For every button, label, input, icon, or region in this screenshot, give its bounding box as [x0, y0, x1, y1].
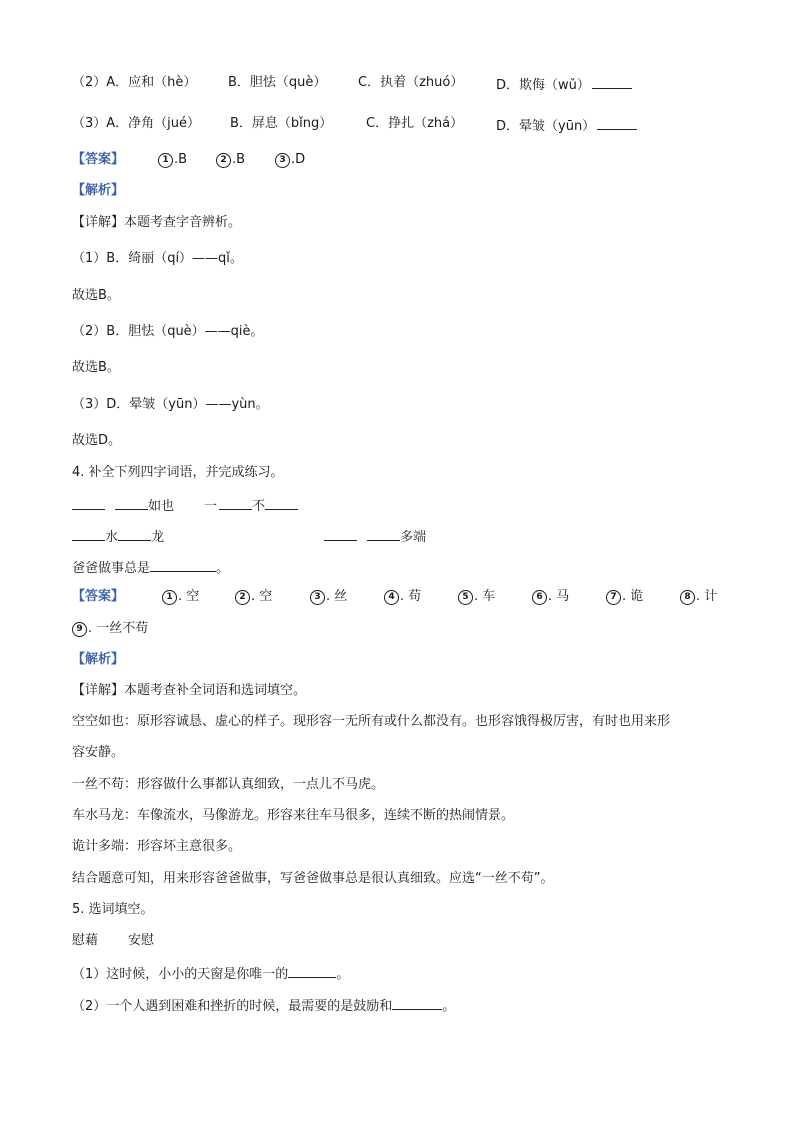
- q4-answer-2: [235, 588, 272, 606]
- q4-paragraph-2: 一丝不苟：形容做什么事都认真细致，一点儿不马虎。: [72, 777, 385, 792]
- q4-answer-7: [606, 588, 643, 606]
- answer-text: . 苟: [400, 589, 422, 604]
- q3-row2-option-c: C．执着（zhuó）: [358, 75, 464, 90]
- answer-blank[interactable]: [72, 526, 105, 541]
- q5-sentence-2: [72, 995, 455, 1016]
- q4-answer-label: 【答案】: [72, 589, 125, 604]
- q3-answer-3: [275, 151, 305, 169]
- answer-text: . 马: [548, 589, 570, 604]
- circled-number: 5: [458, 590, 473, 605]
- circled-number: 1: [162, 590, 177, 605]
- q3-row2-option-d: [496, 74, 632, 95]
- q4-word-4-end: 多端: [400, 530, 427, 545]
- circled-number: 9: [72, 622, 87, 637]
- q5-sentence-1: [72, 963, 349, 984]
- answer-blank[interactable]: [392, 995, 442, 1010]
- answer-text: . 计: [696, 589, 718, 604]
- q4-detail: 【详解】本题考查补全词语和选词填空。: [72, 683, 307, 698]
- q4-sentence: [72, 557, 229, 578]
- answer-text: . 车: [474, 589, 496, 604]
- q5-sentence-1-text: （1）这时候，小小的天窗是你唯一的: [72, 967, 289, 982]
- answer-blank[interactable]: [219, 495, 252, 510]
- q4-paragraph-3: 车水马龙：车像流水，马像游龙。形容来往车马很多，连续不断的热闹情景。: [72, 808, 515, 823]
- answer-blank[interactable]: [288, 963, 336, 978]
- q5-word-2: 安慰: [128, 933, 155, 948]
- answer-text: .D: [291, 152, 306, 167]
- q5-sentence-2-text: （2）一个人遇到困难和挫折的时候，最需要的是鼓励和: [72, 999, 393, 1014]
- answer-text: .B: [232, 152, 246, 167]
- q3-answer-2: [216, 151, 245, 169]
- q4-answer-6: [532, 588, 569, 606]
- answer-blank[interactable]: [118, 526, 151, 541]
- q4-word-1: [72, 495, 174, 516]
- q3-line-4: 故选B。: [72, 360, 120, 375]
- q4-answer-3: [310, 588, 347, 606]
- answer-text: . 空: [251, 589, 273, 604]
- circled-number: 3: [275, 153, 290, 168]
- q3-row3-option-b: B．屏息（bǐng）: [230, 116, 333, 131]
- circled-number: 6: [532, 590, 547, 605]
- circled-number: 3: [310, 590, 325, 605]
- q3-line-3: （2）B．胆怯（què）——qiè。: [72, 324, 264, 339]
- q4-word-3-end: 龙: [151, 530, 165, 545]
- q4-sentence-end: 。: [216, 561, 230, 576]
- q3-line-2: 故选B。: [72, 288, 120, 303]
- q3-answer-label: 【答案】: [72, 152, 125, 167]
- q4-sentence-text: 爸爸做事总是: [72, 561, 151, 576]
- q3-analysis-label: 【解析】: [72, 183, 125, 198]
- q4-paragraph-5: 结合题意可知，用来形容爸爸做事，写爸爸做事总是很认真细致。应选“一丝不苟”。: [72, 871, 554, 886]
- answer-blank[interactable]: [597, 115, 637, 130]
- q3-row3-option-d-text: D．晕皱（yūn）: [496, 119, 596, 134]
- q4-word-2-pre: 一: [204, 499, 218, 514]
- circled-number: 8: [680, 590, 695, 605]
- q4-paragraph-4: 诡计多端：形容坏主意很多。: [72, 839, 242, 854]
- q5-sentence-1-end: 。: [336, 967, 350, 982]
- q4-paragraph-1b: 容安静。: [72, 745, 125, 760]
- q4-word-3-mid: 水: [105, 530, 119, 545]
- circled-number: 7: [606, 590, 621, 605]
- q3-row3-option-a: （3）A．净角（jué）: [72, 116, 201, 131]
- q3-detail: 【详解】本题考查字音辨析。: [72, 215, 242, 230]
- q4-answer-4: [384, 588, 421, 606]
- q4-word-4: [324, 526, 426, 547]
- q4-analysis-label: 【解析】: [72, 652, 125, 667]
- circled-number: 4: [384, 590, 399, 605]
- q3-line-6: 故选D。: [72, 433, 122, 448]
- q5-title: 5. 选词填空。: [72, 902, 154, 917]
- answer-text: . 丝: [326, 589, 348, 604]
- answer-blank[interactable]: [150, 557, 216, 572]
- q3-answer-1: [158, 151, 187, 169]
- answer-text: . 诡: [622, 589, 644, 604]
- answer-blank[interactable]: [265, 495, 298, 510]
- answer-text: . 一丝不苟: [88, 621, 149, 636]
- answer-blank[interactable]: [592, 74, 632, 89]
- answer-blank[interactable]: [367, 526, 400, 541]
- q4-answer-5: [458, 588, 495, 606]
- circled-number: 1: [158, 153, 173, 168]
- q3-row3-option-c: C．挣扎（zhá）: [366, 116, 464, 131]
- answer-blank[interactable]: [72, 495, 105, 510]
- q4-answer-9: [72, 620, 148, 638]
- answer-blank[interactable]: [115, 495, 148, 510]
- q4-title: 4. 补全下列四字词语，并完成练习。: [72, 465, 284, 480]
- q5-sentence-2-end: 。: [442, 999, 456, 1014]
- q4-word-2-mid: 不: [252, 499, 266, 514]
- q5-word-1: 慰藉: [72, 933, 99, 948]
- q4-answer-1: [162, 588, 199, 606]
- circled-number: 2: [235, 590, 250, 605]
- q4-word-1-text: 如也: [148, 499, 175, 514]
- q4-paragraph-1a: 空空如也：原形容诚恳、虚心的样子。现形容一无所有或什么都没有。也形容饿得极厉害，有时也用来形: [72, 714, 671, 729]
- q4-answer-8: [680, 588, 717, 606]
- q4-word-2: [204, 495, 298, 516]
- q4-word-3: [72, 526, 164, 547]
- answer-blank[interactable]: [324, 526, 357, 541]
- circled-number: 2: [216, 153, 231, 168]
- q3-line-5: （3）D．晕皱（yūn）——yùn。: [72, 397, 269, 412]
- q3-row2-option-a: （2）A．应和（hè）: [72, 75, 197, 90]
- q3-row2-option-d-text: D．欺侮（wǔ）: [496, 78, 590, 93]
- q3-row2-option-b: B．胆怯（què）: [228, 75, 327, 90]
- answer-text: . 空: [178, 589, 200, 604]
- q3-row3-option-d: [496, 115, 637, 136]
- answer-text: .B: [174, 152, 188, 167]
- q3-line-1: （1）B．绮丽（qí）——qǐ。: [72, 251, 243, 266]
